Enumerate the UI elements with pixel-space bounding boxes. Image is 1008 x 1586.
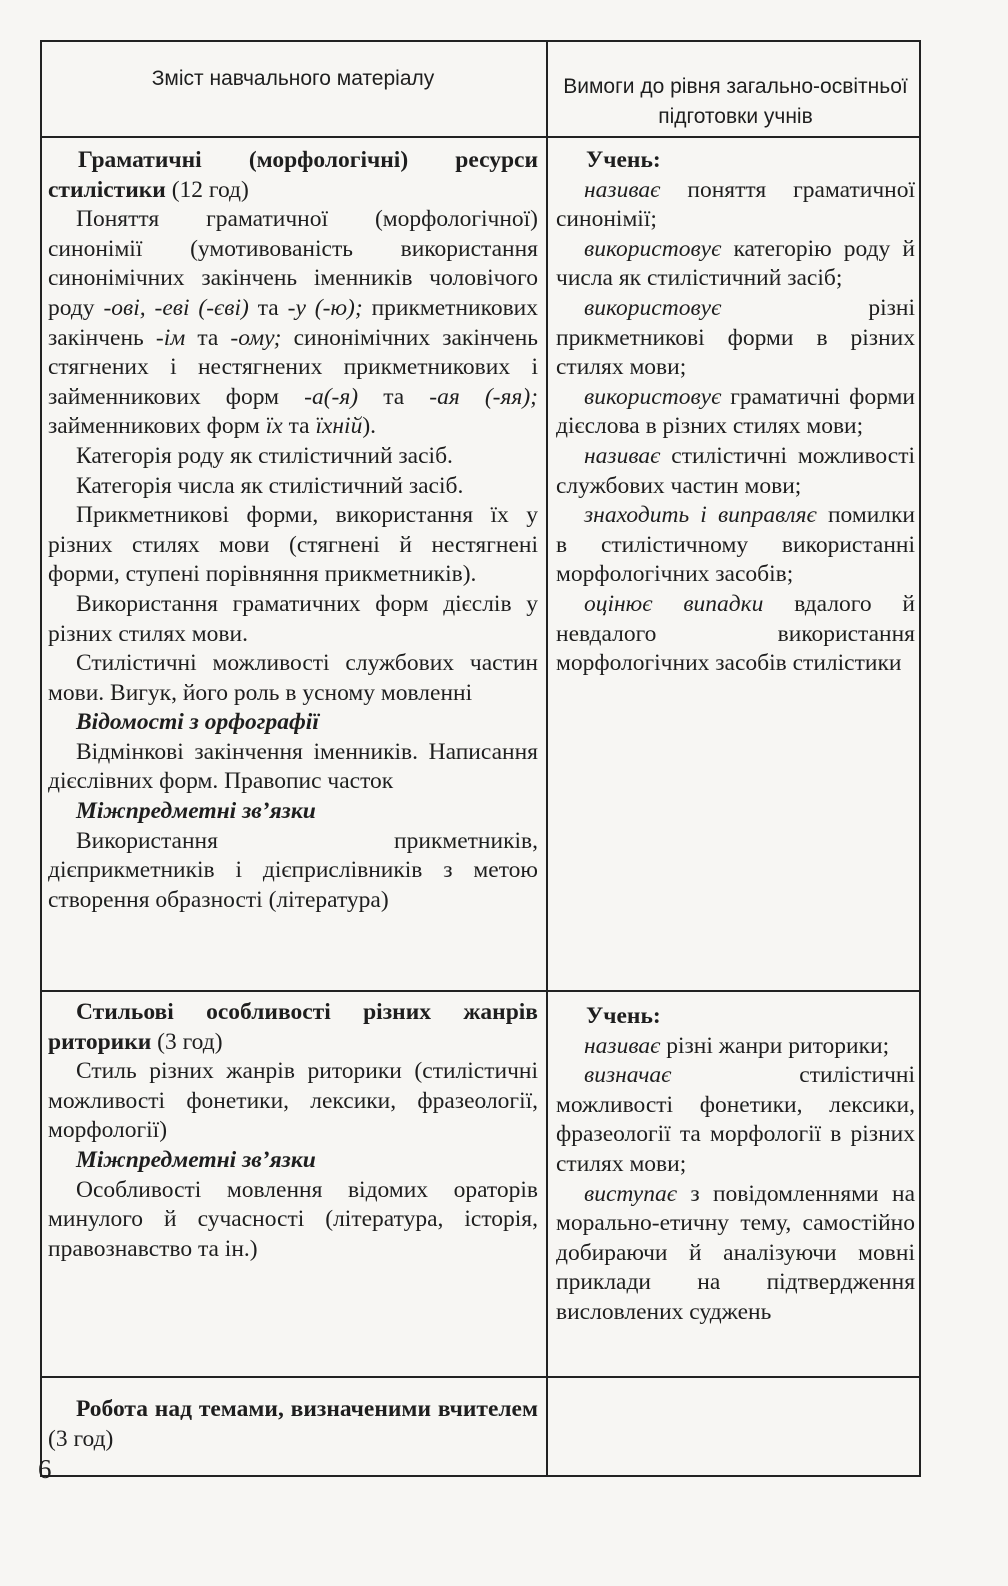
- row1-subheading-interdisciplinary: Міжпредметні зв’язки: [76, 798, 316, 825]
- row2-requirement-3: виступає з повідомленнями на морально-етичну тему, самостійно добираючи й аналізуючи мовні приклади на підтвердження висловлених суджень: [556, 1180, 915, 1325]
- row1-paragraph-1: Поняття граматичної (морфологічної) синонімії (умотивованість використання синонімічних закінчень іменників чоловічого роду -ові, -еві (-єві) та -у (-ю); прикметникових закінчень -ім та -ому; синонімічних закінчень стягнених і нестягнених прикметникових і займенникових форм -а(-я) та -ая (-яя); займенникових форм їх та їхній).: [48, 206, 539, 440]
- row1-requirement-7: оцінює випадки вдалого й невдалого використання морфологічних засобів стилістики: [556, 590, 915, 677]
- row1-paragraph-3: Категорія числа як стилістичний засіб.: [76, 472, 464, 499]
- row1-paragraph-4: Прикметникові форми, використання їх у різних стилях мови (стягнені й нестягнені форми, ступені порівняння прикметників).: [48, 502, 538, 588]
- header-left-text: Зміст навчального матеріалу: [151, 67, 435, 90]
- row1-topic-title: Граматичні (морфологічні) ресурси стилістики (12 год): [48, 147, 538, 203]
- row2-subheading-interdisciplinary: Міжпредметні зв’язки: [76, 1146, 316, 1173]
- row1-paragraph-8: Використання прикметників, дієприкметників і дієприслівників з метою створення образності (література): [48, 827, 538, 913]
- row1-paragraph-7: Відмінкові закінчення іменників. Написання дієслівних форм. Правопис часток: [48, 738, 538, 795]
- table-row-rule-2: [40, 1376, 921, 1378]
- row1-paragraph-5: Використання граматичних форм дієслів у різних стилях мови.: [48, 590, 538, 647]
- table-header-rule: [40, 136, 921, 138]
- row2-requirements-cell: [556, 1002, 915, 1328]
- row2-requirement-2: визначає стилістичні можливості фонетики, лексики, фразеології та морфології в різних стилях мови;: [556, 1062, 915, 1177]
- row1-requirement-4: використовує граматичні форми дієслова в різних стилях мови;: [556, 383, 915, 440]
- row1-requirements-cell: [556, 146, 915, 679]
- row2-paragraph-1: Стиль різних жанрів риторики (стилістичні можливості фонетики, лексики, фразеології, морфології): [48, 1058, 538, 1144]
- row2-paragraph-2: Особливості мовлення відомих ораторів минулого й сучасності (література, історія, правознавство та ін.): [48, 1176, 538, 1262]
- row2-topic-title: Стильові особливості різних жанрів риторики (3 год): [48, 999, 538, 1055]
- header-requirements-column: [556, 72, 915, 132]
- row2-requirement-1: називає різні жанри риторики;: [584, 1032, 890, 1059]
- table-row-rule-1: [40, 990, 921, 992]
- header-content-column: [48, 64, 538, 94]
- row1-requirement-3: використовує різні прикметникові форми в різних стилях мови;: [556, 294, 915, 381]
- row1-student-label: Учень:: [586, 147, 661, 173]
- row1-requirement-1: називає поняття граматичної синонімії;: [556, 176, 915, 233]
- header-right-text: Вимоги до рівня загально-освітньої підготовки учнів: [563, 75, 908, 128]
- row1-paragraph-6: Стилістичні можливості службових частин мови. Вигук, його роль в усному мовленні: [48, 650, 538, 706]
- row2-student-label: Учень:: [586, 1003, 661, 1029]
- page-number: 6: [38, 1454, 52, 1484]
- row1-requirement-6: знаходить і виправляє помилки в стилістичному використанні морфологічних засобів;: [556, 502, 916, 588]
- row1-content-cell: [48, 146, 538, 915]
- row3-content-cell: [48, 1395, 538, 1454]
- row1-requirement-5: називає стилістичні можливості службових частин мови;: [556, 442, 915, 499]
- table-column-divider: [546, 40, 548, 1477]
- row3-topic-title: Робота над темами, визначеними вчителем (3 год): [48, 1396, 538, 1452]
- row1-paragraph-2: Категорія роду як стилістичний засіб.: [76, 442, 453, 469]
- row2-content-cell: [48, 998, 538, 1264]
- row1-subheading-orthography: Відомості з орфографії: [76, 709, 319, 736]
- row1-requirement-2: використовує категорію роду й числа як стилістичний засіб;: [556, 235, 915, 292]
